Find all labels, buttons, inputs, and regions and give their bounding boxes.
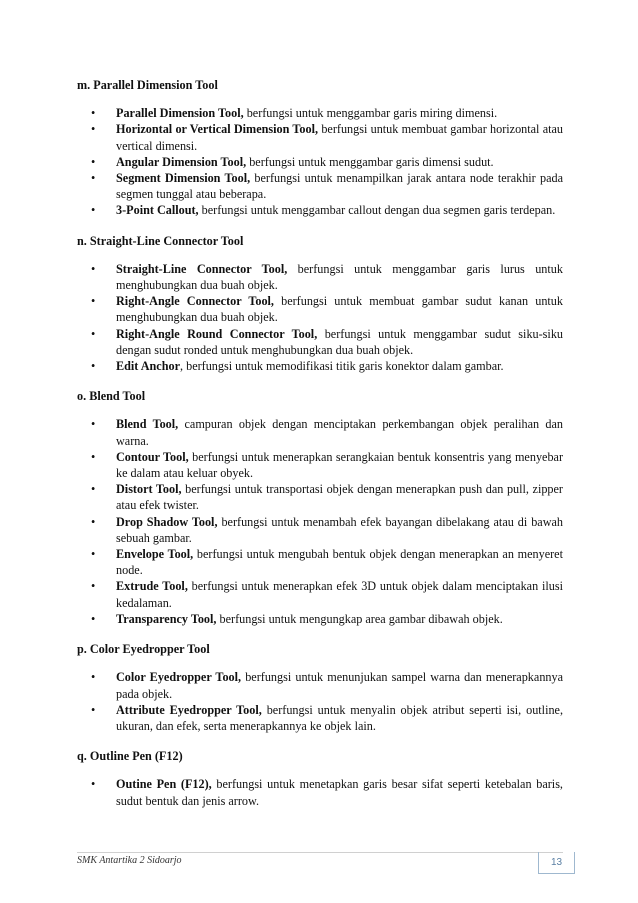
tool-description: berfungsi untuk menetapkan garis besar sifat seperti ketebalan baris, sudut bentuk dan jenis arrow. bbox=[116, 777, 563, 808]
list-item bbox=[77, 293, 563, 325]
list-item bbox=[77, 105, 563, 121]
tool-description: berfungsi untuk membuat gambar horizontal atau vertical dimensi. bbox=[116, 122, 563, 153]
list-item bbox=[77, 202, 563, 218]
footer-school: SMK Antartika 2 Sidoarjo bbox=[77, 855, 182, 866]
tool-name: Straight-Line Connector Tool, bbox=[116, 261, 288, 276]
tool-description: berfungsi untuk menerapkan efek 3D untuk objek dalam menciptakan ilusi kedalaman. bbox=[116, 579, 563, 610]
list-item bbox=[77, 669, 563, 701]
list-item bbox=[77, 261, 563, 293]
list-item bbox=[77, 326, 563, 358]
tool-name: Attribute Eyedropper Tool, bbox=[116, 702, 262, 717]
tool-name: Horizontal or Vertical Dimension Tool, bbox=[116, 122, 319, 137]
list-item bbox=[77, 449, 563, 481]
list-item bbox=[77, 416, 563, 448]
tool-name: Drop Shadow Tool, bbox=[116, 514, 218, 529]
bullet-list bbox=[77, 776, 563, 808]
tool-name: Segment Dimension Tool, bbox=[116, 171, 251, 186]
section-heading: p. Color Eyedropper Tool bbox=[77, 642, 210, 657]
tool-description: berfungsi untuk transportasi objek dengan menerapkan push dan pull, zipper atau efek twister. bbox=[116, 482, 563, 513]
list-item bbox=[77, 611, 563, 627]
tool-description: berfungsi untuk menggambar garis dimensi sudut. bbox=[246, 154, 494, 169]
list-item bbox=[77, 776, 563, 808]
tool-description: berfungsi untuk menggambar garis miring dimensi. bbox=[243, 106, 498, 121]
tool-name: Envelope Tool, bbox=[116, 547, 194, 562]
tool-description: berfungsi untuk menambah efek bayangan dibelakang atau di bawah sebuah gambar. bbox=[116, 514, 563, 545]
bullet-list bbox=[77, 669, 563, 734]
footer-divider bbox=[77, 852, 563, 853]
tool-name: Edit Anchor bbox=[116, 359, 180, 374]
section-heading: q. Outline Pen (F12) bbox=[77, 749, 183, 764]
tool-description: berfungsi untuk menggambar garis lurus untuk menghubungkan dua buah objek. bbox=[116, 261, 563, 293]
document-body bbox=[77, 77, 563, 823]
page-number: 13 bbox=[538, 852, 575, 874]
tool-description: campuran objek dengan menciptakan perkembangan objek peralihan dan warna. bbox=[116, 417, 563, 448]
list-item bbox=[77, 170, 563, 202]
tool-name: Angular Dimension Tool, bbox=[116, 154, 247, 169]
list-item bbox=[77, 546, 563, 578]
list-item bbox=[77, 514, 563, 546]
tool-name: Extrude Tool, bbox=[116, 579, 188, 594]
tool-name: Parallel Dimension Tool, bbox=[116, 106, 244, 121]
tool-description: berfungsi untuk membuat gambar sudut kanan untuk menghubungkan dua buah objek. bbox=[116, 294, 563, 325]
tool-name: 3-Point Callout, bbox=[116, 203, 199, 218]
tool-name: Transparency Tool, bbox=[116, 611, 217, 626]
tool-name: Blend Tool, bbox=[116, 417, 179, 432]
tool-description: berfungsi untuk menyalin objek atribut seperti isi, outline, ukuran, dan efek, serta menerapkannya ke objek lain. bbox=[116, 702, 564, 733]
tool-name: Outine Pen (F12), bbox=[116, 777, 212, 792]
tool-name: Right-Angle Round Connector Tool, bbox=[116, 326, 318, 341]
tool-description: berfungsi untuk mengungkap area gambar dibawah objek. bbox=[216, 611, 503, 626]
section-heading: n. Straight-Line Connector Tool bbox=[77, 233, 244, 248]
tool-description: berfungsi untuk menggambar callout dengan dua segmen garis terdepan. bbox=[198, 203, 556, 218]
list-item bbox=[77, 121, 563, 153]
tool-description: berfungsi untuk menampilkan jarak antara node terakhir pada segmen tunggal atau beberapa. bbox=[116, 171, 563, 202]
list-item bbox=[77, 481, 563, 513]
tool-description: berfungsi untuk menggambar sudut siku-siku dengan sudut ronded untuk menghubungkan dua buah objek. bbox=[116, 326, 564, 357]
tool-description: berfungsi untuk mengubah bentuk objek dengan menerapkan an menyeret node. bbox=[116, 547, 563, 578]
bullet-list bbox=[77, 261, 563, 374]
tool-description: , berfungsi untuk memodifikasi titik garis konektor dalam gambar. bbox=[180, 359, 504, 374]
list-item bbox=[77, 154, 563, 170]
bullet-list bbox=[77, 105, 563, 218]
tool-name: Right-Angle Connector Tool, bbox=[116, 294, 274, 309]
tool-name: Contour Tool, bbox=[116, 449, 189, 464]
tool-name: Color Eyedropper Tool, bbox=[116, 670, 242, 685]
tool-description: berfungsi untuk menerapkan serangkaian bentuk konsentris yang menyebar ke dalam atau keluar obyek. bbox=[116, 449, 564, 481]
tool-description: berfungsi untuk menunjukan sampel warna dan menerapkannya pada objek. bbox=[116, 670, 564, 701]
bullet-list bbox=[77, 416, 563, 627]
tool-name: Distort Tool, bbox=[116, 482, 182, 497]
section-heading: m. Parallel Dimension Tool bbox=[77, 78, 218, 92]
section-heading: o. Blend Tool bbox=[77, 389, 146, 404]
list-item bbox=[77, 702, 563, 734]
list-item bbox=[77, 578, 563, 610]
list-item bbox=[77, 358, 563, 374]
